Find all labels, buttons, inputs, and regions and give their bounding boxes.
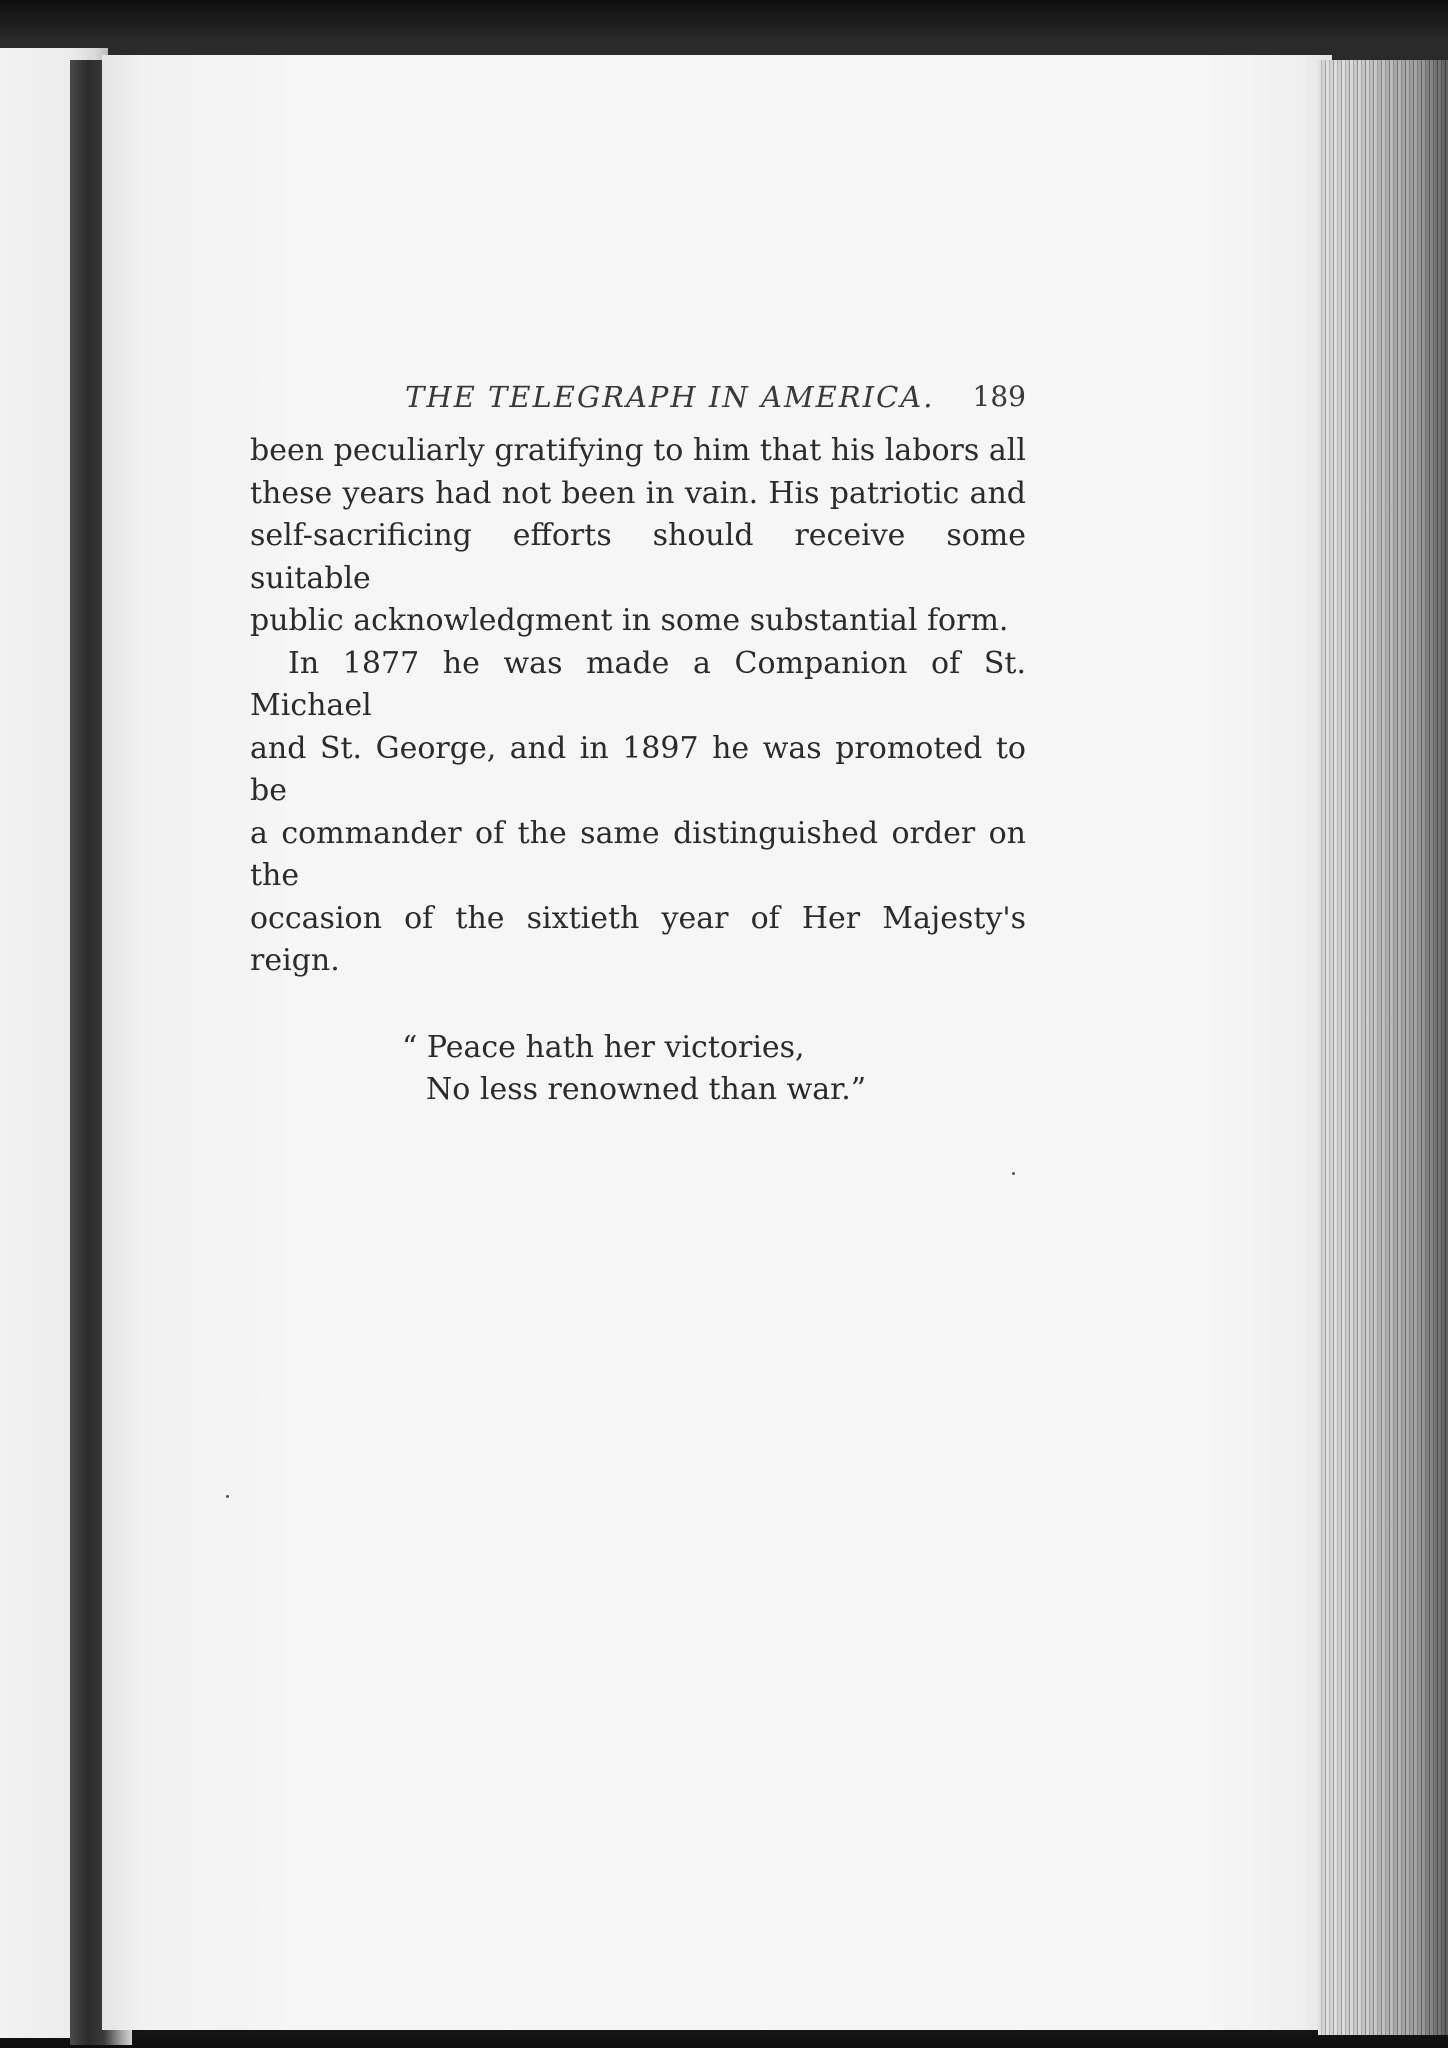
quote-line: “ Peace hath her victories, <box>402 1029 805 1065</box>
paper-speck <box>1012 1172 1015 1175</box>
quote-line: No less renowned than war.” <box>426 1072 867 1107</box>
paragraph-continuation <box>250 430 1026 643</box>
text-line: self-sacrificing efforts should receive some suitable <box>250 518 1026 596</box>
text-line: and St. George, and in 1897 he was promoted to be <box>250 730 1026 808</box>
text-line: been peculiarly gratifying to him that his labors all <box>250 433 1026 468</box>
closing-quote <box>402 1027 1026 1112</box>
text-line: public acknowledgment in some substantial form. <box>250 603 1009 638</box>
text-line: a commander of the same distinguished order on the <box>250 815 1026 893</box>
running-title: THE TELEGRAPH IN AMERICA. <box>405 380 935 414</box>
page-number: 189 <box>972 380 1026 413</box>
running-head <box>250 370 1026 430</box>
paper-speck <box>226 1495 229 1498</box>
text-line: these years had not been in vain. His patriotic and <box>250 475 1026 511</box>
text-line: In 1877 he was made a Companion of St. Michael <box>250 645 1026 723</box>
page-edges-shadow <box>1318 60 1448 2035</box>
paragraph-companion <box>250 643 1026 983</box>
page-text <box>250 370 1026 1112</box>
text-line: occasion of the sixtieth year of Her Majesty's reign. <box>250 900 1026 978</box>
